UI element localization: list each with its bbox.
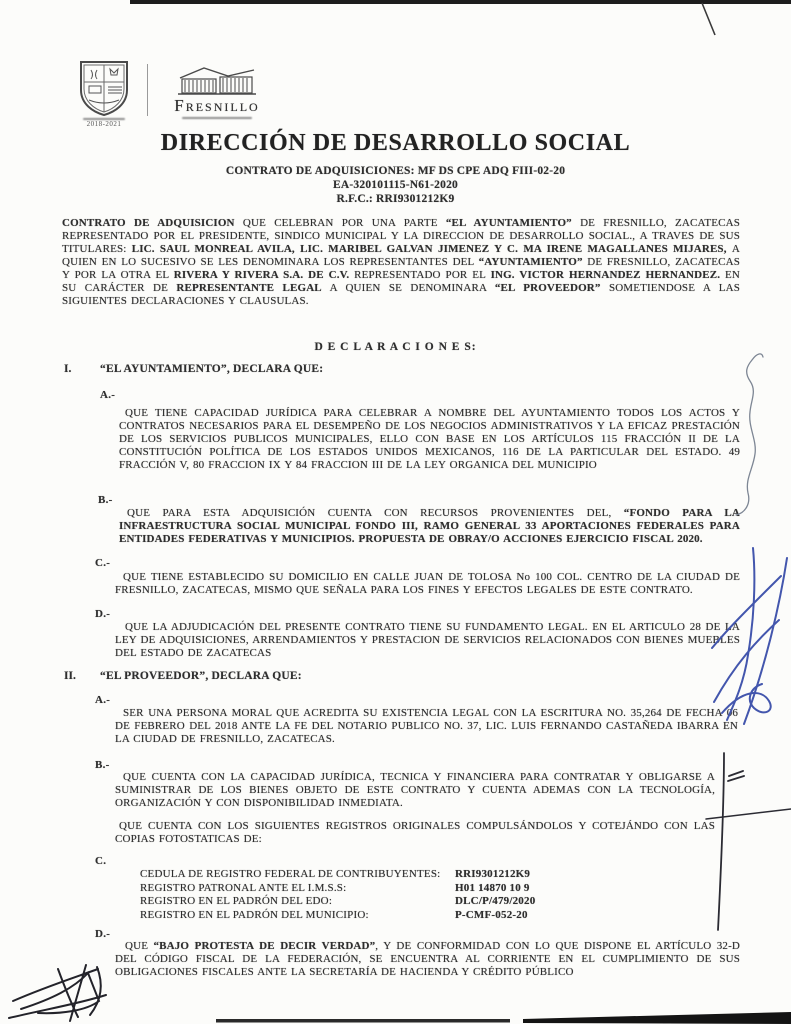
registry-value: P-CMF-052-20 xyxy=(455,908,528,921)
contract-number-line: CONTRATO DE ADQUISICIONES: MF DS CPE ADQ FIII-02-20 xyxy=(225,165,566,177)
clause-1b-label: B.- xyxy=(98,494,113,506)
clause-1d-label: D.- xyxy=(95,608,111,620)
clause-1a-text: QUE TIENE CAPACIDAD JURÍDICA PARA CELEBRAR A NOMBRE DEL AYUNTAMIENTO TODOS LOS ACTOS Y CONTRATOS NECESARIOS PARA EL DESEMPEÑO DE LOS NEGOCIOS ADMINISTRATIVOS Y LA EFICAZ PRESTACIÓN DE LOS SERVICIOS PUBLICOS MUNICIPALES, ELLO CON BASE EN LOS ARTÍCULOS 115 FRACCIÓN II DE LA CONSTITUCIÓN POLÍTICA DE LOS ESTADOS UNIDOS MEXICANOS, 116 DE LA PARTICULAR DEL ESTADO. 49 FRACCIÓN V, 80 FRACCION IX Y 84 FRACCION III DE LA LEY ORGANICA DEL MUNICIPIO xyxy=(119,407,740,471)
clause-1d-text: QUE LA ADJUDICACIÓN DEL PRESENTE CONTRATO TIENE SU FUNDAMENTO LEGAL. EN EL ARTICULO 28 DE LA LEY DE ADQUISICIONES, ARRENDAMIENTOS Y PRESTACION DE SERVICIOS RELACIONADOS CON BIENES MUEBLES DEL ESTADO DE ZACATECAS xyxy=(115,621,740,659)
building-icon xyxy=(174,64,260,96)
logo-divider xyxy=(147,64,148,116)
brand-tagline-illegible xyxy=(182,117,252,119)
registry-row-rfc xyxy=(140,868,620,882)
clause-2d-label: D.- xyxy=(95,928,111,940)
scan-artifact-top-bar xyxy=(130,0,791,4)
clause-2b-registros-text: QUE CUENTA CON LOS SIGUIENTES REGISTROS ORIGINALES COMPULSÁNDOLOS Y COTEJÁNDO CON LAS COPIAS FOTOSTATICAS DE: xyxy=(115,820,715,845)
registry-value: H01 14870 10 9 xyxy=(455,881,530,894)
scan-artifact-top-stroke xyxy=(702,3,715,35)
scan-artifact-bottom-bar-right xyxy=(523,1012,791,1024)
registry-label: REGISTRO PATRONAL ANTE EL I.M.S.S: xyxy=(140,881,347,894)
registry-label: CEDULA DE REGISTRO FEDERAL DE CONTRIBUYENTES: xyxy=(140,868,441,880)
shield-caption-illegible xyxy=(83,118,125,120)
clause-2a-text: SER UNA PERSONA MORAL QUE ACREDITA SU EXISTENCIA LEGAL CON LA ESCRITURA NO. 35,264 DE FECHA 06 DE FEBRERO DEL 2018 ANTE LA FE DEL NOTARIO PUBLICO NO. 37, LIC. LUIS FERNANDO CASTAÑEDA IBARRA EN LA CIUDAD DE FRESNILLO, ZACATECAS. xyxy=(115,707,738,745)
registry-label: REGISTRO EN EL PADRÓN DEL MUNICIPIO: xyxy=(140,908,369,921)
registry-row-estado xyxy=(140,895,620,909)
margin-squiggle-mark xyxy=(736,354,763,515)
municipal-shield-logo xyxy=(72,60,136,128)
shield-icon xyxy=(77,60,131,116)
bottom-signature-mark xyxy=(9,965,106,1021)
clause-1a-label: A.- xyxy=(100,389,116,401)
clause-2c-label: C. xyxy=(95,855,107,867)
registry-row-imss xyxy=(140,882,620,896)
clause-1c-text: QUE TIENE ESTABLECIDO SU DOMICILIO EN CALLE JUAN DE TOLOSA No 100 COL. CENTRO DE LA CIUDAD DE FRESNILLO, ZACATECAS, MISMO QUE SEÑALA PARA LOS FINES Y EFECTOS LEGALES DE ESTE CONTRATO. xyxy=(115,571,740,596)
section-2-number: II. xyxy=(64,670,76,682)
section-1-heading: “EL AYUNTAMIENTO”, DECLARA QUE: xyxy=(100,363,324,375)
registry-label: REGISTRO EN EL PADRÓN DEL EDO: xyxy=(140,895,333,907)
tender-number-line: EA-320101115-N61-2020 xyxy=(333,179,458,191)
clause-2a-label: A.- xyxy=(95,694,111,706)
intro-paragraph: CONTRATO DE ADQUISICION QUE CELEBRAN POR UNA PARTE “EL AYUNTAMIENTO” DE FRESNILLO, ZACATECAS REPRESENTADO POR EL PRESIDENTE, SINDICO MUNICIPAL Y LA DIRECCION DE DESARROLLO SOCIAL., A TRAVES DE SUS TITULARES: LIC. SAUL MONREAL AVILA, LIC. MARIBEL GALVAN JIMENEZ Y C. MA IRENE MAGALLANES MIJARES, A QUIEN EN LO SUCESIVO SE LES DENOMINARA LOS REPRESENTANTES DEL “AYUNTAMIENTO” DE FRESNILLO, ZACATECAS Y POR LA OTRA EL RIVERA Y RIVERA S.A. DE C.V. REPRESENTADO POR EL ING. VICTOR HERNANDEZ HERNANDEZ. EN SU CARÁCTER DE REPRESENTANTE LEGAL A QUIEN SE DENOMINARA “EL PROVEEDOR” SOMETIENDOSE A LAS SIGUIENTES DECLARACIONES Y CLAUSULAS. xyxy=(62,217,740,307)
registry-table xyxy=(140,868,620,922)
registry-value: DLC/P/479/2020 xyxy=(455,895,536,907)
brand-name: Fresnillo xyxy=(174,96,260,115)
clause-2b-text: QUE CUENTA CON LA CAPACIDAD JURÍDICA, TECNICA Y FINANCIERA PARA CONTRATAR Y OBLIGARSE A SUMINISTRAR DE LOS BIENES OBJETO DE ESTE CONTRATO Y CUENTA ADEMAS CON LA TECNOLOGÍA, ORGANIZACIÓN Y CON DISPONIBILIDAD INMEDIATA. xyxy=(115,771,715,809)
fresnillo-logo xyxy=(158,64,276,119)
rfc-line: R.F.C.: RRI9301212K9 xyxy=(336,193,455,205)
page-title: DIRECCIÓN DE DESARROLLO SOCIAL xyxy=(160,130,631,156)
scan-artifact-bottom-bar-left xyxy=(216,1019,510,1023)
declaraciones-heading: D E C L A R A C I O N E S: xyxy=(314,341,477,353)
clause-1c-label: C.- xyxy=(95,557,111,569)
registry-value: RRI9301212K9 xyxy=(455,868,531,880)
clause-1b-text: QUE PARA ESTA ADQUISICIÓN CUENTA CON RECURSOS PROVENIENTES DEL, “FONDO PARA LA INFRAESTRUCTURA SOCIAL MUNICIPAL FONDO III, RAMO GENERAL 33 APORTACIONES FEDERALES PARA ENTIDADES FEDERATIVAS Y MUNICIPIOS. PROPUESTA DE OBRAY/O ACCIONES EJERCICIO FISCAL 2020. xyxy=(119,507,740,545)
clause-2b-label: B.- xyxy=(95,759,110,771)
clause-2d-text: QUE “BAJO PROTESTA DE DECIR VERDAD”, Y DE CONFORMIDAD CON LO QUE DISPONE EL ARTÍCULO 32-D DEL CÓDIGO FISCAL DE LA FEDERACIÓN, SE ENCUENTRA AL CORRIENTE EN EL CUMPLIMIENTO DE SUS OBLIGACIONES FISCALES ANTE LA SECRETARÍA DE HACIENDA Y CRÉDITO PÚBLICO xyxy=(115,940,740,978)
section-1-number: I. xyxy=(64,363,72,375)
section-2-heading: “EL PROVEEDOR”, DECLARA QUE: xyxy=(100,670,302,682)
registry-row-municipio xyxy=(140,909,620,923)
margin-cross-mark xyxy=(706,753,791,930)
shield-term: 2018-2021 xyxy=(86,120,122,128)
